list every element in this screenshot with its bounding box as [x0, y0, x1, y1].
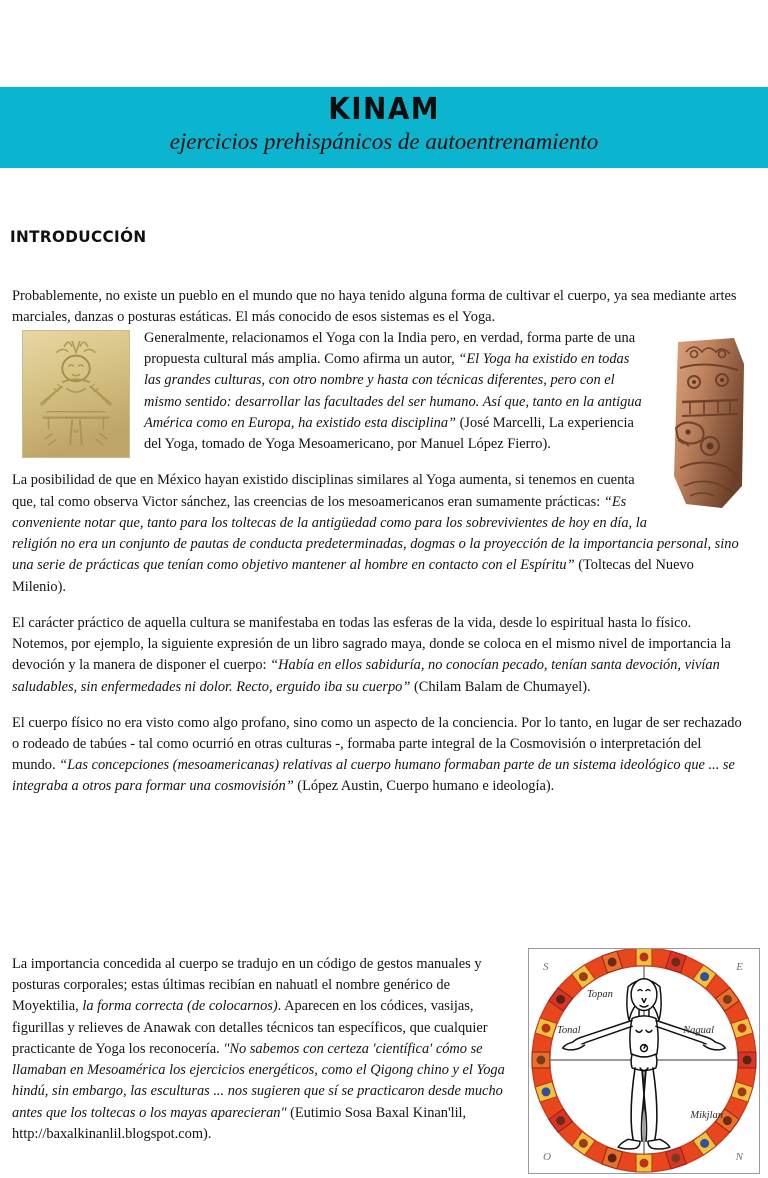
stone-relief-seated-figure-image [22, 330, 130, 458]
document-body [0, 168, 768, 1163]
paragraph-6-lead: La importancia concedida al cuerpo se tradujo en un código de gestos manuales y posturas corporales; estas últimas recibían en nahuatl el nombre genérico de Moyektilia, [12, 956, 482, 1015]
paragraph-2-quote: “El Yoga ha existido en todas las grandes culturas, con otro nombre y hasta con técnicas diferentes, pero con el mismo sentido: desarrollar las facultades del ser humano. Así que, tanto en la antigua América como en Europa, ha existido esta disciplina” [144, 351, 642, 431]
paragraph-3 [12, 470, 748, 597]
cosmology-diagram-frame [528, 948, 760, 1174]
paragraph-3-lead: La posibilidad de que en México hayan existido disciplinas similares al Yoga aumenta, si tenemos en cuenta que, tal como observa Victor sánchez, las creencias de los mesoamericanos eran sumamente prácticas: [12, 472, 635, 510]
bottom-region [0, 944, 768, 1174]
terracotta-deity-sculpture-image [660, 336, 752, 512]
page-title: KINAM [328, 92, 440, 127]
paragraph-5-tail: (López Austin, Cuerpo humano e ideología). [293, 778, 555, 795]
paragraph-5-quote: “Las concepciones (mesoamericanas) relativas al cuerpo humano formaban parte de un sistema ideológico que ... se integraba a otros para formar una cosmovisión” [12, 757, 735, 795]
cosmology-label-north: N [735, 1151, 743, 1163]
cosmology-label-tonal: Tonal [557, 1025, 581, 1036]
paragraph-2-tail: (José Marcelli, La experiencia del Yoga, tomado de Yoga Mesoamericano, por Manuel López Fierro). [144, 414, 634, 453]
content-flow-region [0, 328, 768, 813]
paragraph-3-quote: “Es conveniente notar que, tanto para los toltecas de la antigüedad como para los sobrevivientes de hoy en día, la religión no era un conjunto de pautas de conducta predeterminadas, dogmas o la proyección de la importancia personal, sino una serie de prácticas que tenían como objetivo mantener al hombre en contacto con el Espíritu” [12, 493, 739, 574]
stone-relief-graphic [23, 331, 129, 457]
paragraph-4-lead: El carácter práctico de aquella cultura se manifestaba en todas las esferas de la vida, desde lo espiritual hasta lo físico. Notemos, por ejemplo, la siguiente expresión de un libro sagrado maya, donde se coloca en el mismo nivel de importancia la devoción y la manera de disponer el cuerpo: [12, 614, 731, 674]
paragraph-6-italic: la forma correcta (de colocarnos) [82, 998, 278, 1015]
paragraph-5 [12, 713, 748, 798]
paragraph-6-quote: "No sabemos con certeza 'científica' cómo se llamaban en Mesoamérica los ejercicios energéticos, como el Qigong chino y el Yoga hindú, sin embargo, las esculturas ... nos sugieren que sí se practicaron desde mucho antes que los toltecas o los mayas aparecieran" [12, 1040, 505, 1121]
paragraph-2-lead: Generalmente, relacionamos el Yoga con la India pero, en verdad, forma parte de una propuesta cultural más amplia. Como afirma un autor, [144, 330, 636, 368]
page-subtitle: ejercicios prehispánicos de autoentrenamiento [169, 129, 599, 154]
paragraph-6-tail: (Eutimio Sosa Baxal Kinan'lil, http://baxalkinanlil.blogspot.com). [12, 1104, 467, 1142]
mesoamerican-cosmology-wheel-figure [528, 948, 760, 1174]
section-heading-introduccion: INTRODUCCIÓN [10, 227, 147, 246]
paragraph-1: Probablemente, no existe un pueblo en el mundo que no haya tenido alguna forma de cultivar el cuerpo, ya sea mediante artes marciales, danzas o posturas estáticas. El más conocido de esos sistemas es el Yoga. [12, 288, 737, 326]
cosmology-label-nagual: Nagual [683, 1025, 714, 1036]
cosmology-label-west: O [543, 1151, 551, 1163]
cosmology-label-topan: Topan [587, 989, 613, 1000]
page-header-banner [0, 87, 768, 168]
paragraph-5-lead: El cuerpo físico no era visto como algo profano, sino como un aspecto de la conciencia. Por lo tanto, en lugar de ser rechazado o rodeado de tabúes - tal como ocurrió en otras culturas -, formaba parte integral de la Cosmovisión o interpretación del mundo. [12, 714, 742, 774]
cosmology-label-east: E [736, 961, 743, 973]
cosmology-label-mikjlan: Mikjlan [690, 1110, 723, 1121]
terracotta-sculpture-graphic [660, 336, 752, 512]
cosmology-wheel-graphic [529, 949, 759, 1173]
paragraph-6-mid: . Aparecen en los códices, vasijas, figurillas y relieves de Anawak con detalles técnicos tan específicos, que cualquier practicante de Yoga los reconocería. [12, 998, 488, 1057]
paragraph-intro-wrapper [0, 286, 744, 328]
paragraph-4-tail: (Chilam Balam de Chumayel). [410, 678, 591, 695]
paragraph-4 [12, 613, 748, 698]
paragraph-3-tail: (Toltecas del Nuevo Milenio). [12, 557, 694, 595]
paragraph-4-quote: “Había en ellos sabiduría, no conocían pecado, tenían santa devoción, vivían saludables, sin enfermedades ni dolor. Recto, erguido iba su cuerpo” [12, 657, 720, 695]
cosmology-label-south: S [543, 961, 549, 973]
